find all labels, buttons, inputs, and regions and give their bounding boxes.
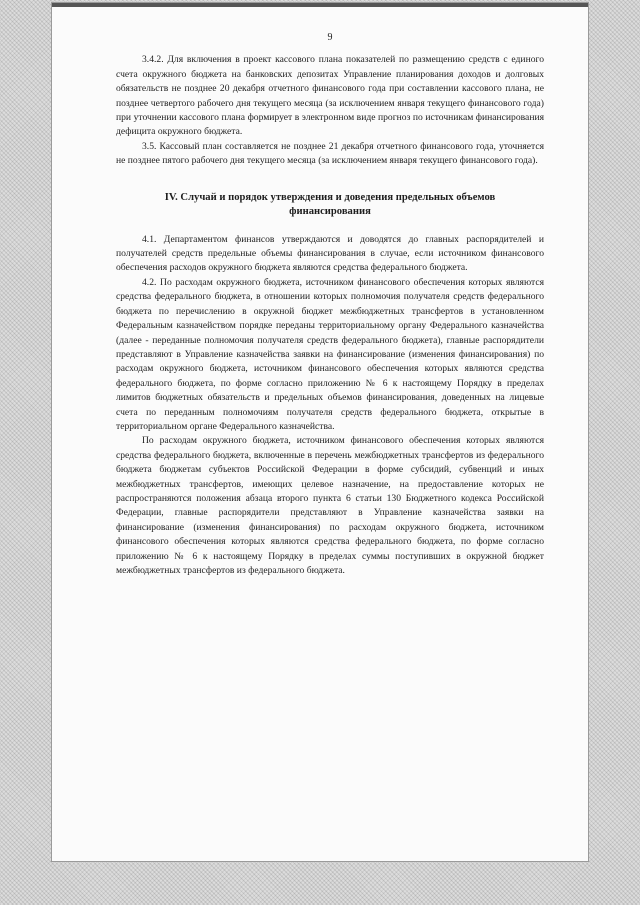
page-content (116, 31, 544, 578)
paragraph-4-2: 4.2. По расходам окружного бюджета, источником финансового обеспечения которых являются средства федерального бюджета, в отношении которых полномочия получателя средств федерального бюджета по перечислению в окружной бюджет межбюджетных трансфертов в установленном Федеральным казначейством порядке переданы территориальному органу Федерального казначейства (далее - переданные полномочия получателя средств федерального бюджета), главные распорядители представляют в Управление казначейства заявки на финансирование (изменения финансирования) по расходам окружного бюджета, источником финансового обеспечения которых являются средства федерального бюджета, по форме согласно приложению № 6 к настоящему Порядку в пределах лимитов бюджетных обязательств и предельных объемов финансирования, доведенных на лицевые счета по переданным полномочиям получателя средств федерального бюджета, открытые в территориальном органе Федерального казначейства. (116, 276, 544, 432)
section-heading: IV. Случай и порядок утверждения и доведения предельных объемов финансирования (164, 191, 496, 217)
page-number: 9 (327, 32, 333, 43)
scan-edge-line (52, 3, 588, 7)
paragraph-3-5: 3.5. Кассовый план составляется не позднее 21 декабря отчетного финансового года, уточняется не позднее пятого рабочего дня текущего месяца (за исключением января текущего финансового года). (116, 140, 544, 167)
paragraph-3-4-2: 3.4.2. Для включения в проект кассового плана показателей по размещению средств с единого счета окружного бюджета на банковских депозитах Управление планирования доходов и долговых обязательств не позднее 20 декабря отчетного финансового года при составлении кассового плана, не позднее четвертого рабочего дня текущего месяца (за исключением января текущего финансового года) при уточнении кассового плана формирует в электронном виде прогноз по источникам финансирования дефицита окружного бюджета. (116, 54, 544, 138)
paragraph-4-1: 4.1. Департаментом финансов утверждаются и доводятся до главных распорядителей и получателей средств предельные объемы финансирования в случае, если источником финансового обеспечения расходов окружного бюджета являются средства федерального бюджета. (116, 233, 544, 274)
document-page (52, 3, 588, 861)
paragraph-federal-transfers: По расходам окружного бюджета, источником финансового обеспечения которых являются средства федерального бюджета, включенные в перечень межбюджетных трансфертов из федерального бюджета бюджетам субъектов Российской Федерации в форме субсидий, субвенций и иных межбюджетных трансфертов, имеющих целевое назначение, на предоставление которых не распространяются положения абзаца второго пункта 6 статьи 130 Бюджетного кодекса Российской Федерации, главные распорядители представляют в Управление казначейства заявки на финансирование (изменения финансирования) по расходам окружного бюджета, источником финансового обеспечения которых являются средства федерального бюджета, по форме согласно приложению № 6 к настоящему Порядку в пределах суммы поступивших в окружной бюджет межбюджетных трансфертов из федерального бюджета. (116, 435, 544, 576)
